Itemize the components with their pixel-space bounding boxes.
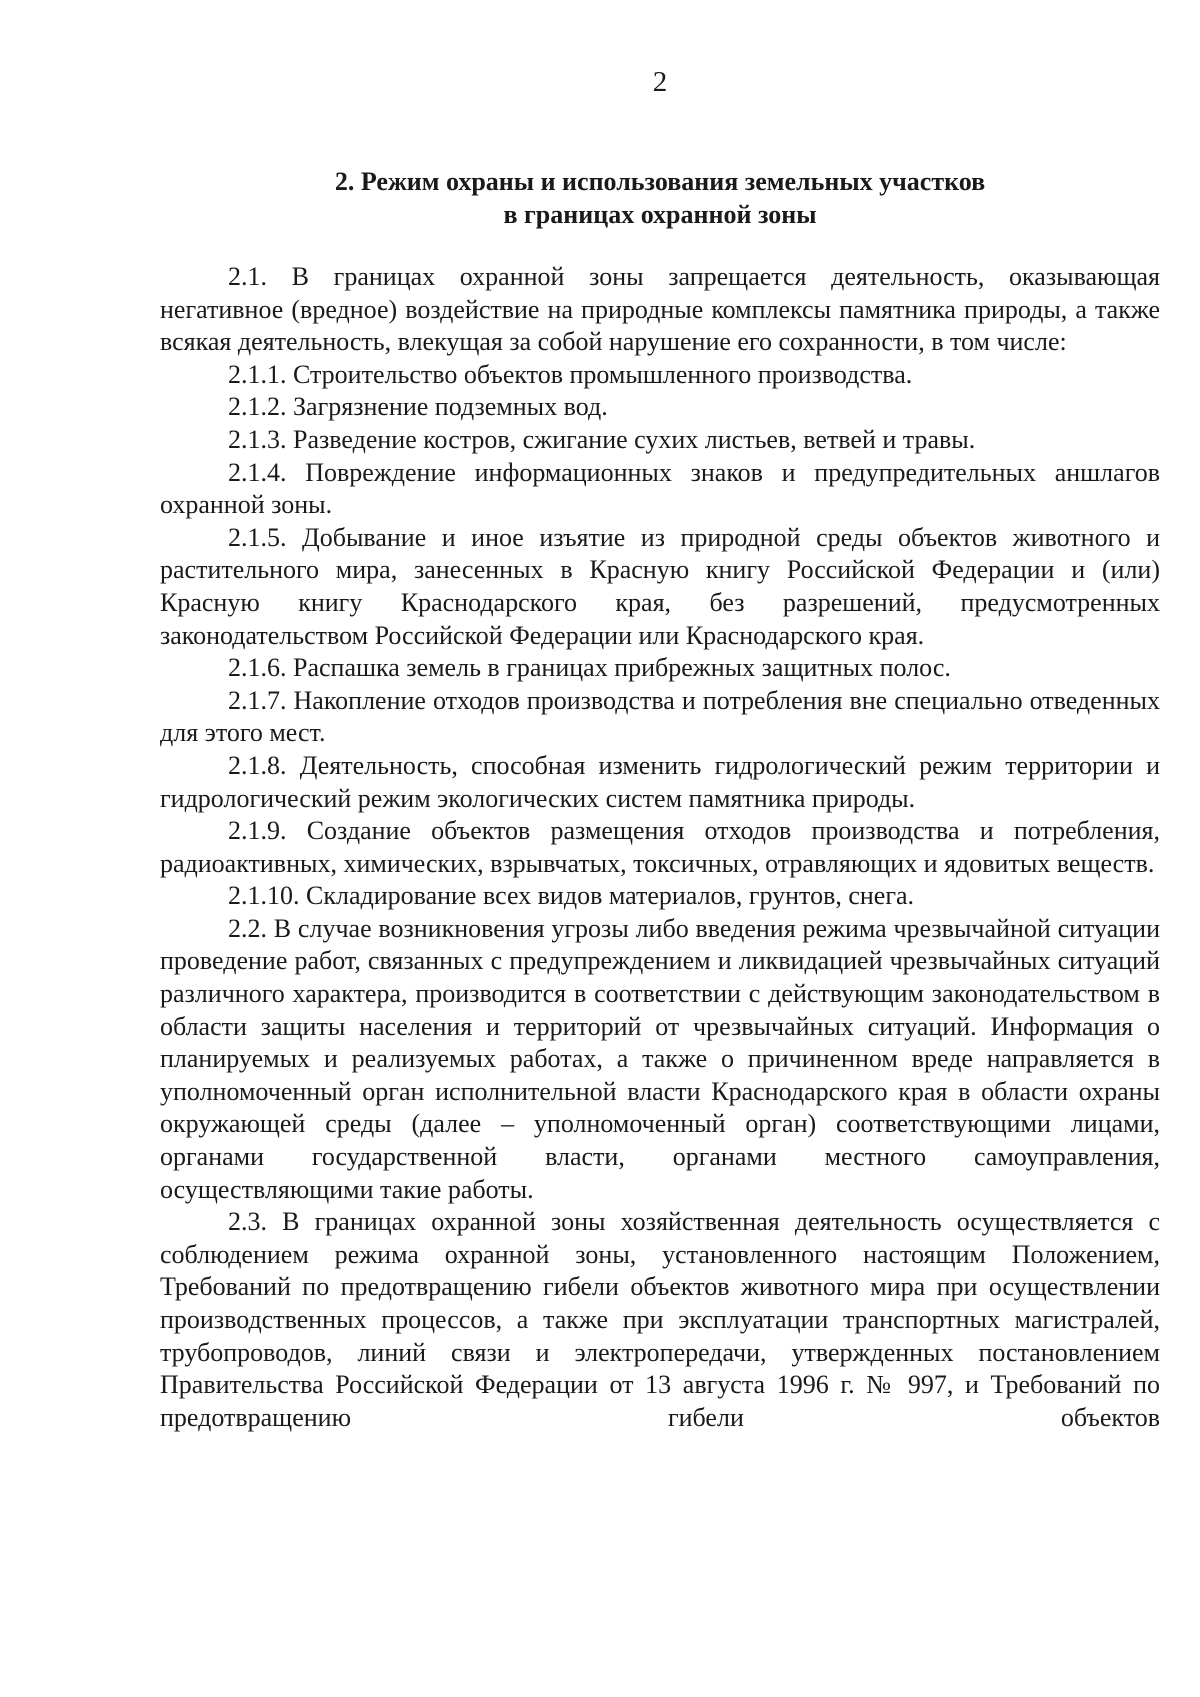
page-number: 2: [652, 66, 668, 98]
paragraph-2-1-8: 2.1.8. Деятельность, способная изменить гидрологический режим территории и гидрологический режим экологических систем памятника природы.: [160, 750, 1160, 813]
paragraph-2-1-10: 2.1.10. Складирование всех видов материалов, грунтов, снега.: [228, 881, 915, 911]
section-heading-line-2: в границах охранной зоны: [503, 200, 817, 229]
paragraph-2-1-4: 2.1.4. Повреждение информационных знаков и предупредительных аншлагов охранной зоны.: [160, 457, 1160, 520]
paragraph-2-1-1: 2.1.1. Строительство объектов промышленного производства.: [228, 359, 913, 389]
paragraph-2-1-7: 2.1.7. Накопление отходов производства и потребления вне специально отведенных для этого мест.: [160, 685, 1160, 748]
paragraph-2-1-6: 2.1.6. Распашка земель в границах прибрежных защитных полос.: [228, 653, 951, 683]
section-heading: [160, 165, 1160, 231]
paragraph-2-3: 2.3. В границах охранной зоны хозяйственная деятельность осуществляется с соблюдением режима охранной зоны, установленного настоящим Положением, Требований по предотвращению гибели объектов животного мира при осуществлении производственных процессов, а также при эксплуатации транспортных магистралей, трубопроводов, линий связи и электропередачи, утвержденных постановлением Правительства Российской Федерации от 13 августа 1996 г. № 997, и Требований по предотвращению гибели объектов: [160, 1207, 1160, 1432]
paragraph-2-1-2: 2.1.2. Загрязнение подземных вод.: [228, 392, 608, 422]
paragraph-2-2: 2.2. В случае возникновения угрозы либо введения режима чрезвычайной ситуации проведение работ, связанных с предупреждением и ликвидацией чрезвычайных ситуаций различного характера, производится в соответствии с действующим законодательством в области защиты населения и территорий от чрезвычайных ситуаций. Информация о планируемых и реализуемых работах, а также о причиненном вреде направляется в уполномоченный орган исполнительной власти Краснодарского края в области охраны окружающей среды (далее – уполномоченный орган) соответствующими лицами, органами государственной власти, органами местного самоуправления, осуществляющими такие работы.: [160, 913, 1160, 1204]
paragraph-2-1: 2.1. В границах охранной зоны запрещается деятельность, оказывающая негативное (вредное) воздействие на природные комплексы памятника природы, а также всякая деятельность, влекущая за собой нарушение его сохранности, в том числе:: [160, 262, 1160, 357]
document-body: [160, 261, 1160, 1434]
paragraph-2-1-9: 2.1.9. Создание объектов размещения отходов производства и потребления, радиоактивных, химических, взрывчатых, токсичных, отравляющих и ядовитых веществ.: [160, 816, 1160, 878]
paragraph-2-1-3: 2.1.3. Разведение костров, сжигание сухих листьев, ветвей и травы.: [228, 424, 976, 454]
paragraph-2-1-5: 2.1.5. Добывание и иное изъятие из природной среды объектов животного и растительного мира, занесенных в Красную книгу Российской Федерации и (или) Красную книгу Краснодарского края, без разрешений, предусмотренных законодательством Российской Федерации или Краснодарского края.: [160, 522, 1160, 650]
section-heading-line-1: 2. Режим охраны и использования земельных участков: [334, 167, 986, 196]
